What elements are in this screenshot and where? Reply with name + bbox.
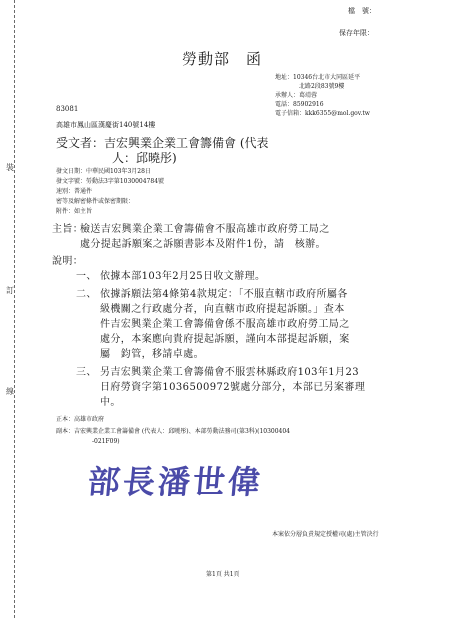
phone-label: 電話： — [275, 101, 294, 108]
email-label: 電子信箱： — [275, 110, 306, 117]
explanation-label: 說明： — [52, 256, 84, 267]
item-3-line2: 日府勞資字第1036500972號處分部分，本部已另案審理 — [100, 382, 366, 393]
file-number-label: 檔 號： — [348, 7, 376, 15]
recipient-label: 受文者： — [56, 136, 105, 150]
binding-line — [14, 0, 15, 618]
item-3-line1: 另吉宏興業企業工會籌備會不服雲林縣政府103年1月23 — [100, 367, 359, 378]
recipient-line2: 人：邱曉彤) — [112, 151, 177, 165]
binding-mark-ding: 訂 — [6, 283, 14, 298]
binding-mark-zhuang: 裝 — [6, 160, 14, 175]
doc-number-label: 發文字號： — [56, 178, 87, 185]
doc-number: 勞動法3字第1030004784號 — [86, 178, 165, 185]
recipient-address: 高雄市鳳山區漢慶街140號14樓 — [56, 121, 156, 129]
email-address[interactable]: kkk6355@mol.gov.tw — [305, 110, 370, 117]
attachment-value: 如主旨 — [74, 208, 93, 215]
primary-recipient: 高雄市政府 — [74, 416, 105, 423]
security-label: 密等及解密條件或保密期限： — [56, 198, 135, 205]
address-label: 地址： — [275, 74, 294, 81]
document-title: 勞動部 函 — [182, 50, 263, 68]
copy-label: 副本： — [56, 428, 75, 435]
date-label: 發文日期： — [56, 168, 87, 175]
delivery-speed: 普通件 — [74, 188, 93, 195]
page-number: 第1頁 共1頁 — [206, 571, 240, 578]
item-3-number: 三、 — [76, 367, 97, 378]
primary-label: 正本： — [56, 416, 75, 423]
delegation-footnote: 本案依分層負責規定授權司(處)主管決行 — [272, 531, 379, 538]
subject-line1: 檢送吉宏興業企業工會籌備會不服高雄市政府勞工局之 — [80, 224, 330, 235]
item-2-line3: 件吉宏興業企業工會籌備會係不服高雄市政府勞工局之 — [100, 319, 350, 330]
address-line1: 10346台北市大同區延平 — [293, 74, 361, 81]
retention-label: 保存年限： — [339, 29, 374, 37]
contact-block — [275, 74, 445, 119]
address-line2: 北路2段83號9樓 — [299, 83, 345, 90]
handler-name: 葛靖蓉 — [299, 92, 318, 99]
item-2-line2: 級機關之行政處分者，向直轄市政府提起訴願。」查本 — [100, 304, 345, 315]
item-2-number: 二、 — [76, 289, 97, 300]
item-2-line5: 屬 鈞管，移請卓處。 — [100, 349, 204, 360]
copy-line2: -021F09) — [92, 438, 120, 445]
meta-block — [56, 168, 316, 218]
postal-code: 83081 — [56, 105, 79, 113]
copy-line1: 吉宏興業企業工會籌備會 (代表人：邱曉彤)、本部勞動法務司(第3科)(10300404 — [74, 428, 290, 435]
item-1-line1: 依據本部103年2月25日收文辦理。 — [100, 271, 266, 282]
attachment-label: 附件： — [56, 208, 75, 215]
item-2-line1: 依據訴願法第4條第4款規定：「不服直轄市政府所屬各 — [100, 289, 348, 300]
delivery-label: 速別： — [56, 188, 75, 195]
issue-date: 中華民國103年3月28日 — [86, 168, 151, 175]
phone-number: 85902916 — [293, 101, 324, 108]
distribution-block — [56, 416, 436, 448]
handler-label: 承辦人： — [275, 92, 300, 99]
recipient-line1 — [56, 136, 269, 150]
subject-line2: 處分提起訴願案之訴願書影本及附件1份，請 核辦。 — [80, 239, 326, 250]
subject-label: 主旨： — [52, 224, 84, 235]
item-2-line4: 處分，本案應向貴府提起訴願，謹向本部提起訴願，案 — [100, 334, 350, 345]
recipient-name: 吉宏興業企業工會籌備會 (代表 — [104, 136, 269, 150]
minister-signature-stamp: 部長潘世偉 — [86, 463, 265, 501]
item-1-number: 一、 — [76, 271, 97, 282]
item-3-line3: 中。 — [100, 397, 121, 408]
binding-mark-xian: 線 — [6, 384, 14, 399]
